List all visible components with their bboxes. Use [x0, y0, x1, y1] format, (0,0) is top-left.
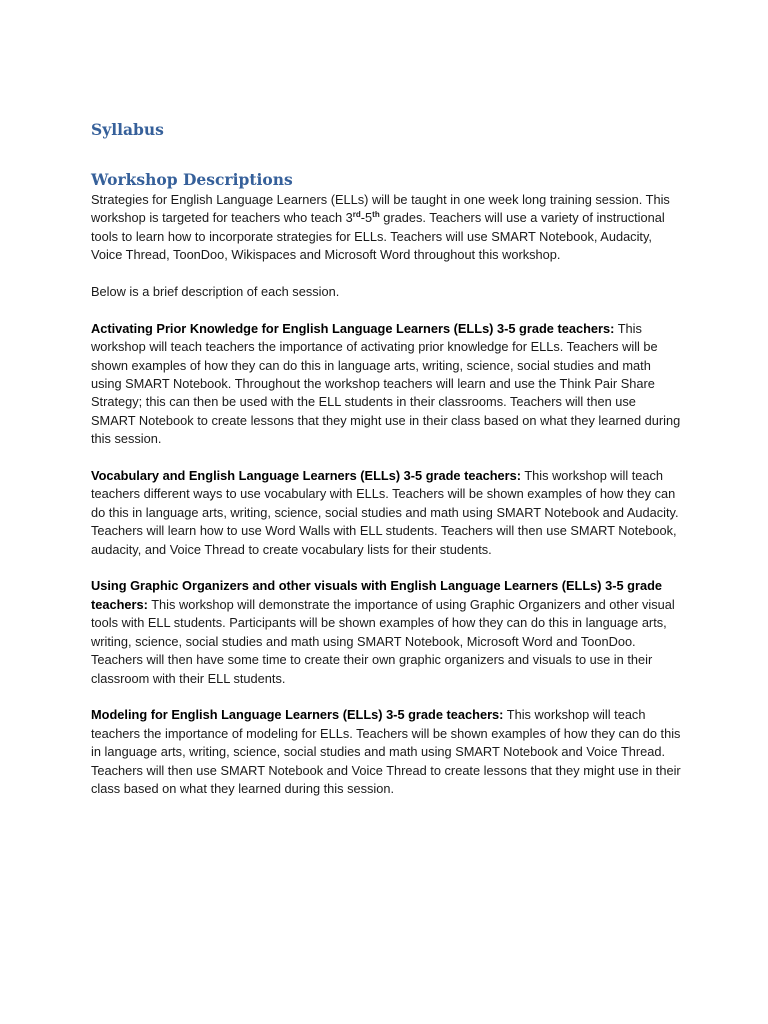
brief-description: Below is a brief description of each session. — [91, 284, 340, 300]
session-title: Modeling for English Language Learners (ELLs) 3-5 grade teachers: — [91, 707, 504, 723]
session-body: This workshop will teach teachers the importance of activating prior knowledge for ELLs. Teachers will be shown examples of how they can do this in language arts, writing, science, social studies and math using SMART Notebook. Throughout the workshop teachers will learn and use the Think Pair Share Strategy; this can then be used with the ELL students in their classrooms. Teachers will then use SMART Notebook to create lessons that they might use in their class based on what they learned during this session. — [91, 320, 681, 447]
page-title: Syllabus — [91, 120, 164, 139]
intro-text-1: Strategies for English Language Learners (ELLs) will be taught in one week long training session. This workshop is targeted for teachers who teach 3 — [91, 192, 670, 226]
intro-paragraph — [91, 191, 681, 265]
session-title: Using Graphic Organizers and other visuals with English Language Learners (ELLs) 3-5 grade teachers: — [91, 578, 663, 612]
session-paragraph — [91, 577, 681, 687]
session-title: Vocabulary and English Language Learners (ELLs) 3-5 grade teachers: — [91, 468, 522, 484]
intro-text-3: grades. Teachers will use a variety of instructional tools to learn how to incorporate strategies for ELLs. Teachers will use SMART Notebook, Audacity, Voice Thread, ToonDoo, Wikispaces and Microsoft Word throughout this workshop. — [91, 210, 665, 263]
session-body: This workshop will demonstrate the importance of using Graphic Organizers and other visual tools with ELL students. Participants will be shown examples of how they can do this in language arts, writing, science, social studies and math using SMART Notebook, Microsoft Word and ToonDoo. Teachers will then have some time to create their own graphic organizers and visuals to use in their classroom with their ELL students. — [91, 596, 675, 686]
intro-text-2: -5 — [360, 210, 373, 226]
document-content — [91, 118, 681, 798]
intro-sup-rd: rd — [352, 210, 361, 220]
session-body: This workshop will teach teachers different ways to use vocabulary with ELLs. Teachers will be shown examples of how they can do this in language arts, writing, science, social studies and math using SMART Notebook and Audacity. Teachers will learn how to use Word Walls with ELL students. Teachers will then use SMART Notebook, audacity, and Voice Thread to create vocabulary lists for their students. — [91, 468, 679, 557]
intro-sup-th: th — [372, 210, 380, 220]
session-paragraph — [91, 706, 681, 798]
session-paragraph — [91, 320, 681, 449]
session-title: Activating Prior Knowledge for English Language Learners (ELLs) 3-5 grade teachers: — [91, 320, 615, 336]
session-body: This workshop will teach teachers the importance of modeling for ELLs. Teachers will be shown examples of how they can do this in language arts, writing, science, social studies and math using SMART Notebook and Voice Thread. Teachers will then use SMART Notebook and Voice Thread to create lessons that they might use in their class based on what they learned during this session. — [91, 707, 681, 796]
session-paragraph — [91, 467, 681, 559]
section-title: Workshop Descriptions — [91, 170, 293, 189]
